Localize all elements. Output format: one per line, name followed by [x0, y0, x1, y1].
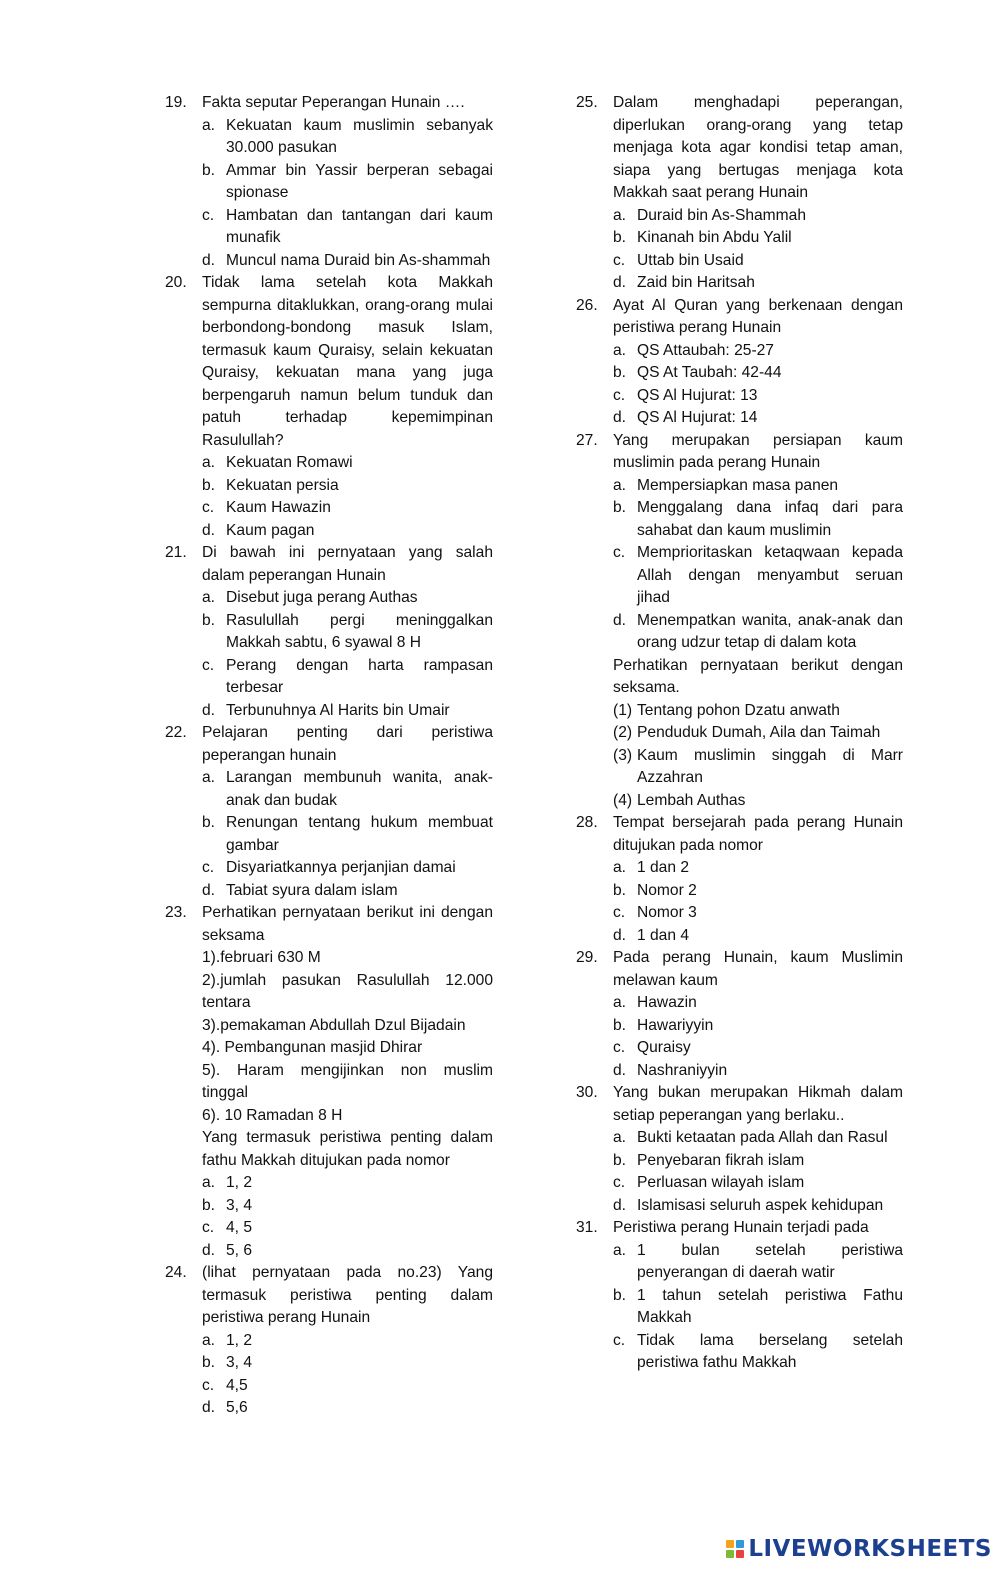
- answer-option[interactable]: [165, 1375, 493, 1398]
- statement-text: 5). Haram mengijinkan non muslim tinggal: [202, 1061, 493, 1101]
- question-number: 27.: [576, 431, 598, 449]
- option-text: Kaum muslimin singgah di Marr Azzahran: [637, 746, 903, 786]
- question-number: 31.: [576, 1219, 598, 1236]
- logo-square-icon: [736, 1540, 744, 1548]
- option-text: Hambatan dan tantangan dari kaum munafik: [226, 206, 493, 246]
- question-number: 23.: [165, 904, 187, 921]
- option-text: Disebut juga perang Authas: [226, 589, 418, 606]
- answer-option[interactable]: [576, 790, 903, 813]
- answer-option[interactable]: [576, 902, 903, 925]
- answer-option[interactable]: [576, 1172, 903, 1195]
- option-text: 5,6: [226, 1399, 248, 1416]
- option-letter: (3): [613, 746, 633, 764]
- option-letter: b.: [202, 814, 216, 831]
- option-text: 1, 2: [226, 1331, 253, 1349]
- option-letter: b.: [202, 611, 216, 629]
- option-text: 3, 4: [226, 1196, 253, 1214]
- option-text: Menempatkan wanita, anak-anak dan orang udzur tetap di dalam kota: [637, 611, 903, 651]
- question-text: Tidak lama setelah kota Makkah sempurna ditaklukkan, orang-orang mulai berbondong-bondong masuk Islam, termasuk kaum Quraisy, selain kekuatan Quraisy, kekuatan mana yang juga berpengaruh namun belum tunduk dan patuh terhadap kepemimpinan Rasulullah?: [202, 274, 493, 449]
- option-letter: (1): [613, 701, 633, 719]
- question-27: [576, 430, 903, 475]
- option-letter: a.: [202, 589, 216, 606]
- question-number: 22.: [165, 724, 187, 741]
- option-text: Islamisasi seluruh aspek kehidupan: [637, 1196, 884, 1214]
- option-text: Kinanah bin Abdu Yalil: [637, 229, 792, 246]
- question-19: [165, 92, 493, 115]
- option-text: Rasulullah pergi meninggalkan Makkah sabtu, 6 syawal 8 H: [226, 611, 493, 651]
- question-20: [165, 272, 493, 452]
- option-letter: a.: [202, 116, 216, 134]
- option-text: QS Al Hujurat: 13: [637, 386, 758, 404]
- option-text: Zaid bin Haritsah: [637, 274, 755, 291]
- option-letter: a.: [613, 476, 627, 494]
- answer-option[interactable]: [576, 385, 903, 408]
- statement-text: Perhatikan pernyataan berikut dengan seksama.: [613, 656, 903, 696]
- option-text: Hawazin: [637, 994, 697, 1011]
- question-text: Tempat bersejarah pada perang Hunain ditujukan pada nomor: [613, 814, 903, 854]
- option-letter: b.: [202, 1354, 216, 1371]
- option-text: Renungan tentang hukum membuat gambar: [226, 814, 493, 854]
- option-letter: d.: [202, 1399, 216, 1416]
- option-text: Muncul nama Duraid bin As-shammah: [226, 251, 491, 269]
- answer-option[interactable]: [576, 1195, 903, 1218]
- option-text: 1 dan 4: [637, 926, 690, 944]
- option-text: Nashraniyyin: [637, 1061, 728, 1079]
- liveworksheets-icon: [726, 1540, 744, 1558]
- question-number: 26.: [576, 296, 598, 314]
- statement-text: 3).pemakaman Abdullah Dzul Bijadain: [202, 1016, 466, 1034]
- question-text: (lihat pernyataan pada no.23) Yang termasuk peristiwa penting dalam peristiwa perang Hunain: [202, 1264, 493, 1326]
- option-text: Memprioritaskan ketaqwaan kepada Allah dengan menyambut seruan jihad: [637, 544, 903, 606]
- question-23: [165, 902, 493, 947]
- statement-text: 1).februari 630 M: [202, 949, 321, 966]
- statement-text: 2).jumlah pasukan Rasulullah 12.000 tentara: [202, 971, 493, 1011]
- option-letter: d.: [613, 926, 627, 944]
- answer-option[interactable]: [576, 272, 903, 295]
- question-22: [165, 722, 493, 767]
- question-text: Pada perang Hunain, kaum Muslimin melawan kaum: [613, 949, 903, 989]
- answer-option[interactable]: [576, 497, 903, 542]
- option-letter: a.: [202, 769, 216, 786]
- question-text: Ayat Al Quran yang berkenaan dengan peristiwa perang Hunain: [613, 296, 903, 336]
- option-letter: d.: [202, 251, 216, 269]
- answer-option[interactable]: [165, 520, 493, 543]
- answer-option[interactable]: [165, 655, 493, 700]
- option-letter: a.: [202, 1174, 216, 1191]
- option-letter: d.: [613, 409, 627, 426]
- answer-option[interactable]: [165, 610, 493, 655]
- question-24: [165, 1262, 493, 1330]
- answer-option[interactable]: [576, 880, 903, 903]
- answer-option[interactable]: [576, 745, 903, 790]
- option-letter: d.: [613, 274, 627, 291]
- answer-option[interactable]: [576, 722, 903, 745]
- option-letter: (4): [613, 791, 633, 809]
- option-letter: c.: [613, 386, 626, 404]
- statement-text: 6). 10 Ramadan 8 H: [202, 1106, 343, 1124]
- option-text: Kekuatan kaum muslimin sebanyak 30.000 pasukan: [226, 116, 493, 156]
- question-number: 19.: [165, 94, 187, 111]
- option-letter: b.: [613, 1286, 627, 1304]
- option-text: Nomor 2: [637, 881, 697, 899]
- option-text: 3, 4: [226, 1354, 253, 1371]
- option-text: Disyariatkannya perjanjian damai: [226, 859, 456, 876]
- option-letter: b.: [202, 476, 216, 494]
- answer-option[interactable]: [165, 452, 493, 475]
- answer-option[interactable]: [165, 250, 493, 273]
- option-text: Terbunuhnya Al Harits bin Umair: [226, 701, 450, 719]
- option-letter: c.: [613, 544, 626, 561]
- option-letter: d.: [613, 611, 627, 629]
- question-25: [576, 92, 903, 205]
- answer-option[interactable]: [576, 925, 903, 948]
- option-text: Kaum pagan: [226, 521, 315, 539]
- answer-option[interactable]: [576, 1127, 903, 1150]
- left-column: [165, 92, 493, 1420]
- option-letter: b.: [202, 1196, 216, 1214]
- question-text: Di bawah ini pernyataan yang salah dalam peperangan Hunain: [202, 544, 493, 584]
- option-letter: b.: [613, 499, 627, 516]
- answer-option[interactable]: [576, 362, 903, 385]
- option-letter: a.: [613, 1241, 627, 1259]
- question-number: 29.: [576, 949, 598, 966]
- answer-option[interactable]: [576, 610, 903, 655]
- answer-option[interactable]: [165, 115, 493, 160]
- option-text: Penyebaran fikrah islam: [637, 1151, 805, 1169]
- answer-option[interactable]: [165, 857, 493, 880]
- option-text: QS Al Hujurat: 14: [637, 409, 758, 426]
- option-text: Kaum Hawazin: [226, 499, 331, 516]
- option-letter: b.: [613, 1151, 627, 1169]
- answer-option[interactable]: [165, 880, 493, 903]
- question-29: [576, 947, 903, 992]
- option-text: Hawariyyin: [637, 1016, 714, 1034]
- option-text: Lembah Authas: [637, 791, 746, 809]
- answer-option[interactable]: [165, 767, 493, 812]
- liveworksheets-logo[interactable]: [726, 1536, 992, 1562]
- statement-text: Yang termasuk peristiwa penting dalam fathu Makkah ditujukan pada nomor: [202, 1129, 493, 1169]
- option-text: Menggalang dana infaq dari para sahabat dan kaum muslimin: [637, 499, 903, 539]
- option-letter: c.: [613, 1174, 626, 1191]
- option-text: 1 bulan setelah peristiwa penyerangan di daerah watir: [637, 1241, 903, 1281]
- answer-option[interactable]: [165, 1240, 493, 1263]
- option-letter: c.: [202, 1376, 215, 1394]
- question-text: Yang merupakan persiapan kaum muslimin pada perang Hunain: [613, 431, 903, 471]
- option-text: Mempersiapkan masa panen: [637, 476, 839, 494]
- answer-option[interactable]: [165, 1217, 493, 1240]
- option-text: 4, 5: [226, 1219, 253, 1236]
- answer-option[interactable]: [576, 1285, 903, 1330]
- answer-option[interactable]: [576, 1015, 903, 1038]
- option-text: Kekuatan persia: [226, 476, 339, 494]
- answer-option[interactable]: [576, 1037, 903, 1060]
- answer-option[interactable]: [165, 160, 493, 205]
- option-letter: c.: [613, 251, 626, 269]
- answer-option[interactable]: [576, 992, 903, 1015]
- logo-square-icon: [736, 1550, 744, 1558]
- question-text: Perhatikan pernyataan berikut ini dengan seksama: [202, 904, 493, 944]
- answer-option[interactable]: [576, 1060, 903, 1083]
- option-letter: b.: [613, 364, 627, 381]
- answer-option[interactable]: [165, 1397, 493, 1420]
- statement-text: 4). Pembangunan masjid Dhirar: [202, 1039, 423, 1056]
- question-31: [576, 1217, 903, 1240]
- option-letter: d.: [202, 1241, 216, 1259]
- logo-square-icon: [726, 1540, 734, 1548]
- question-text: Fakta seputar Peperangan Hunain ….: [202, 94, 465, 111]
- option-letter: a.: [613, 994, 627, 1011]
- option-letter: c.: [202, 499, 215, 516]
- option-letter: b.: [613, 229, 627, 246]
- answer-option[interactable]: [165, 587, 493, 610]
- option-text: Kekuatan Romawi: [226, 454, 353, 471]
- answer-option[interactable]: [576, 205, 903, 228]
- option-text: Duraid bin As-Shammah: [637, 206, 807, 224]
- option-text: 1 tahun setelah peristiwa Fathu Makkah: [637, 1286, 903, 1326]
- option-letter: d.: [202, 521, 216, 539]
- option-letter: c.: [202, 656, 215, 674]
- option-letter: b.: [613, 1016, 627, 1034]
- option-letter: a.: [613, 341, 627, 359]
- option-letter: d.: [202, 701, 216, 719]
- option-text: Tentang pohon Dzatu anwath: [637, 701, 840, 719]
- option-text: QS At Taubah: 42-44: [637, 364, 782, 381]
- answer-option[interactable]: [165, 1352, 493, 1375]
- option-letter: d.: [613, 1061, 627, 1079]
- option-letter: c.: [202, 1219, 215, 1236]
- option-text: Nomor 3: [637, 904, 697, 921]
- option-letter: c.: [202, 206, 215, 224]
- question-number: 30.: [576, 1084, 598, 1101]
- answer-option[interactable]: [576, 340, 903, 363]
- option-text: Tidak lama berselang setelah peristiwa fathu Makkah: [637, 1331, 903, 1371]
- option-letter: a.: [613, 859, 627, 876]
- question-30: [576, 1082, 903, 1127]
- question-number: 21.: [165, 544, 187, 561]
- question-number: 25.: [576, 94, 598, 111]
- right-column: [576, 92, 903, 1375]
- option-text: QS Attaubah: 25-27: [637, 341, 774, 359]
- option-text: Perang dengan harta rampasan terbesar: [226, 656, 493, 696]
- option-text: 1, 2: [226, 1174, 253, 1191]
- option-letter: c.: [613, 1039, 626, 1056]
- question-number: 24.: [165, 1264, 187, 1281]
- answer-option[interactable]: [576, 857, 903, 880]
- option-letter: (2): [613, 724, 633, 741]
- option-letter: c.: [202, 859, 215, 876]
- option-text: Perluasan wilayah islam: [637, 1174, 805, 1191]
- logo-text: LIVEWORKSHEETS: [748, 1536, 992, 1562]
- answer-option[interactable]: [165, 1195, 493, 1218]
- option-text: Bukti ketaatan pada Allah dan Rasul: [637, 1129, 888, 1146]
- option-text: Tabiat syura dalam islam: [226, 881, 398, 899]
- question-21: [165, 542, 493, 587]
- answer-option[interactable]: [576, 407, 903, 430]
- option-letter: a.: [202, 454, 216, 471]
- answer-option[interactable]: [165, 475, 493, 498]
- option-letter: a.: [613, 206, 627, 224]
- answer-option[interactable]: [165, 812, 493, 857]
- option-letter: c.: [613, 904, 626, 921]
- option-letter: a.: [202, 1331, 216, 1349]
- option-text: 1 dan 2: [637, 859, 690, 876]
- option-text: Ammar bin Yassir berperan sebagai spionase: [226, 161, 493, 201]
- answer-option[interactable]: [576, 250, 903, 273]
- option-letter: b.: [202, 161, 216, 179]
- question-28: [576, 812, 903, 857]
- answer-option[interactable]: [576, 1150, 903, 1173]
- question-26: [576, 295, 903, 340]
- answer-option[interactable]: [576, 1240, 903, 1285]
- option-letter: d.: [202, 881, 216, 899]
- option-text: 5, 6: [226, 1241, 253, 1259]
- option-text: Larangan membunuh wanita, anak-anak dan budak: [226, 769, 493, 809]
- answer-option[interactable]: [165, 1172, 493, 1195]
- option-text: Quraisy: [637, 1039, 691, 1056]
- answer-option[interactable]: [576, 1330, 903, 1375]
- answer-option[interactable]: [165, 497, 493, 520]
- option-letter: c.: [613, 1331, 626, 1349]
- answer-option[interactable]: [165, 1330, 493, 1353]
- answer-option[interactable]: [576, 700, 903, 723]
- option-text: 4,5: [226, 1376, 248, 1394]
- question-text: Peristiwa perang Hunain terjadi pada: [613, 1219, 869, 1236]
- question-number: 28.: [576, 814, 598, 831]
- question-text: Yang bukan merupakan Hikmah dalam setiap peperangan yang berlaku..: [613, 1084, 903, 1124]
- logo-square-icon: [726, 1550, 734, 1558]
- option-text: Uttab bin Usaid: [637, 251, 744, 269]
- question-text: Pelajaran penting dari peristiwa peperangan hunain: [202, 724, 493, 764]
- question-text: Dalam menghadapi peperangan, diperlukan orang-orang yang tetap menjaga kota agar kondisi tetap aman, siapa yang bertugas menjaga kota Makkah saat perang Hunain: [613, 94, 903, 201]
- option-letter: b.: [613, 881, 627, 899]
- question-number: 20.: [165, 274, 187, 291]
- answer-option[interactable]: [576, 227, 903, 250]
- option-letter: d.: [613, 1196, 627, 1214]
- answer-option[interactable]: [576, 542, 903, 610]
- answer-option[interactable]: [165, 700, 493, 723]
- answer-option[interactable]: [576, 475, 903, 498]
- option-text: Penduduk Dumah, Aila dan Taimah: [637, 724, 881, 741]
- answer-option[interactable]: [165, 205, 493, 250]
- option-letter: a.: [613, 1129, 627, 1146]
